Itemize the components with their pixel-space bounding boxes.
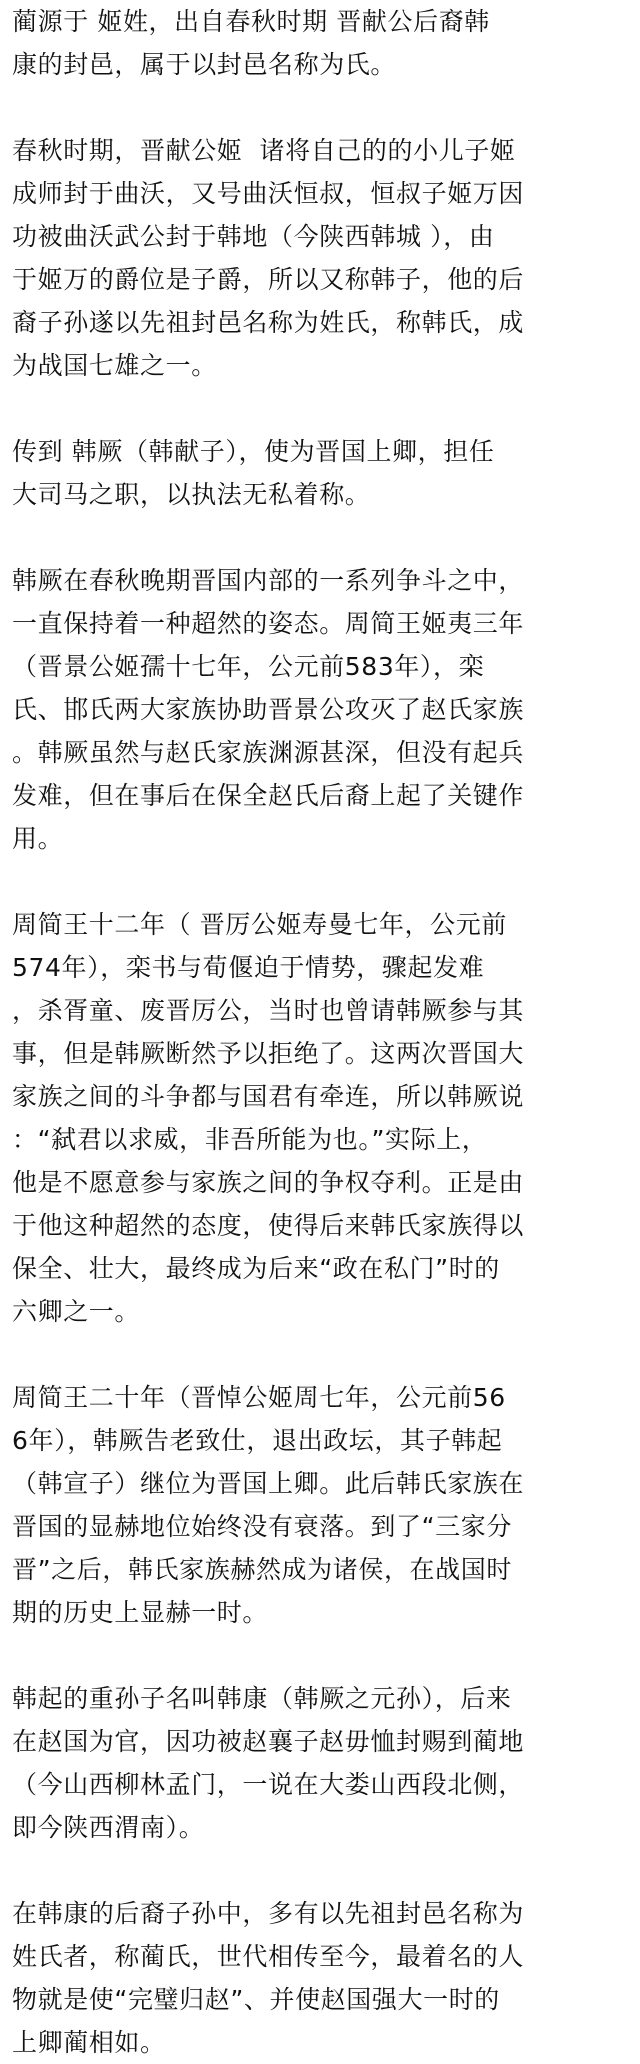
paragraph-line: 574年），栾书与荀偃迫于情势，骤起发难 bbox=[12, 953, 485, 982]
paragraph-spacer bbox=[12, 1333, 628, 1376]
paragraph-line: 为战国七雄之一。 bbox=[12, 351, 217, 380]
article-paragraph bbox=[12, 129, 628, 387]
paragraph-spacer bbox=[12, 516, 628, 559]
paragraph-line: 成师封于曲沃，又号曲沃恒叔，恒叔子姬万因 bbox=[12, 179, 525, 208]
article-paragraph bbox=[12, 1892, 628, 2064]
paragraph-line: 晋”之后，韩氏家族赫然成为诸侯，在战国时 bbox=[12, 1555, 512, 1584]
paragraph-line: 功被曲沃武公封于韩地（今陕西韩城 ），由 bbox=[12, 222, 495, 251]
paragraph-line: 蔺源于 姬姓，出自春秋时期 晋献公后裔韩 bbox=[12, 7, 490, 36]
paragraph-line: ：“弑君以求威，非吾所能为也。”实际上， bbox=[12, 1125, 488, 1154]
paragraph-line: ，杀胥童、废晋厉公，当时也曾请韩厥参与其 bbox=[12, 996, 525, 1025]
paragraph-line: 氏、邯氏两大家族协助晋景公攻灭了赵氏家族 bbox=[12, 695, 525, 724]
paragraph-line: 用。 bbox=[12, 824, 64, 853]
article-paragraph bbox=[12, 0, 628, 86]
paragraph-line: 保全、壮大，最终成为后来“政在私门”时的 bbox=[12, 1254, 500, 1283]
article-body bbox=[12, 0, 628, 2064]
paragraph-line: 六卿之一。 bbox=[12, 1297, 141, 1326]
paragraph-line: 在韩康的后裔子孙中，多有以先祖封邑名称为 bbox=[12, 1899, 525, 1928]
paragraph-line: 周简王十二年（ 晋厉公姬寿曼七年，公元前 bbox=[12, 910, 507, 939]
paragraph-line: 6年），韩厥告老致仕，退出政坛，其子韩起 bbox=[12, 1426, 503, 1455]
paragraph-line: 韩厥在春秋晚期晋国内部的一系列争斗之中， bbox=[12, 566, 525, 595]
paragraph-line: 他是不愿意参与家族之间的争权夺利。正是由 bbox=[12, 1168, 525, 1197]
article-paragraph bbox=[12, 1677, 628, 1849]
article-paragraph bbox=[12, 903, 628, 1333]
paragraph-line: （韩宣子）继位为晋国上卿。此后韩氏家族在 bbox=[12, 1469, 525, 1498]
paragraph-line: 上卿蔺相如。 bbox=[12, 2028, 166, 2057]
paragraph-line: 。韩厥虽然与赵氏家族渊源甚深，但没有起兵 bbox=[12, 738, 525, 767]
paragraph-spacer bbox=[12, 860, 628, 903]
paragraph-line: 姓氏者，称蔺氏，世代相传至今，最着名的人 bbox=[12, 1942, 525, 1971]
paragraph-line: 事，但是韩厥断然予以拒绝了。这两次晋国大 bbox=[12, 1039, 525, 1068]
paragraph-spacer bbox=[12, 1849, 628, 1892]
article-paragraph bbox=[12, 430, 628, 516]
paragraph-line: 物就是使“完璧归赵”、并使赵国强大一时的 bbox=[12, 1985, 500, 2014]
paragraph-line: （晋景公姬孺十七年，公元前583年），栾 bbox=[12, 652, 485, 681]
paragraph-line: 春秋时期，晋献公姬 诸将自己的的小儿子姬 bbox=[12, 136, 516, 165]
paragraph-line: 裔子孙遂以先祖封邑名称为姓氏，称韩氏，成 bbox=[12, 308, 525, 337]
article-paragraph bbox=[12, 1376, 628, 1634]
paragraph-line: 即今陕西渭南）。 bbox=[12, 1813, 205, 1842]
paragraph-line: 晋国的显赫地位始终没有衰落。到了“三家分 bbox=[12, 1512, 512, 1541]
paragraph-line: 周简王二十年（晋悼公姬周七年，公元前56 bbox=[12, 1383, 506, 1412]
paragraph-line: 家族之间的斗争都与国君有牵连，所以韩厥说 bbox=[12, 1082, 525, 1111]
paragraph-spacer bbox=[12, 86, 628, 129]
paragraph-spacer bbox=[12, 1634, 628, 1677]
paragraph-line: （今山西柳林孟门，一说在大娄山西段北侧， bbox=[12, 1770, 525, 1799]
paragraph-spacer bbox=[12, 387, 628, 430]
paragraph-line: 发难，但在事后在保全赵氏后裔上起了关键作 bbox=[12, 781, 525, 810]
paragraph-line: 于姬万的爵位是子爵，所以又称韩子，他的后 bbox=[12, 265, 525, 294]
paragraph-line: 于他这种超然的态度，使得后来韩氏家族得以 bbox=[12, 1211, 525, 1240]
article-paragraph bbox=[12, 559, 628, 860]
paragraph-line: 期的历史上显赫一时。 bbox=[12, 1598, 269, 1627]
paragraph-line: 韩起的重孙子名叫韩康（韩厥之元孙），后来 bbox=[12, 1684, 512, 1713]
paragraph-line: 在赵国为官，因功被赵襄子赵毋恤封赐到蔺地 bbox=[12, 1727, 525, 1756]
paragraph-line: 大司马之职，以执法无私着称。 bbox=[12, 480, 371, 509]
paragraph-line: 一直保持着一种超然的姿态。周简王姬夷三年 bbox=[12, 609, 525, 638]
paragraph-line: 传到 韩厥（韩献子），使为晋国上卿，担任 bbox=[12, 437, 495, 466]
paragraph-line: 康的封邑，属于以封邑名称为氏。 bbox=[12, 50, 397, 79]
